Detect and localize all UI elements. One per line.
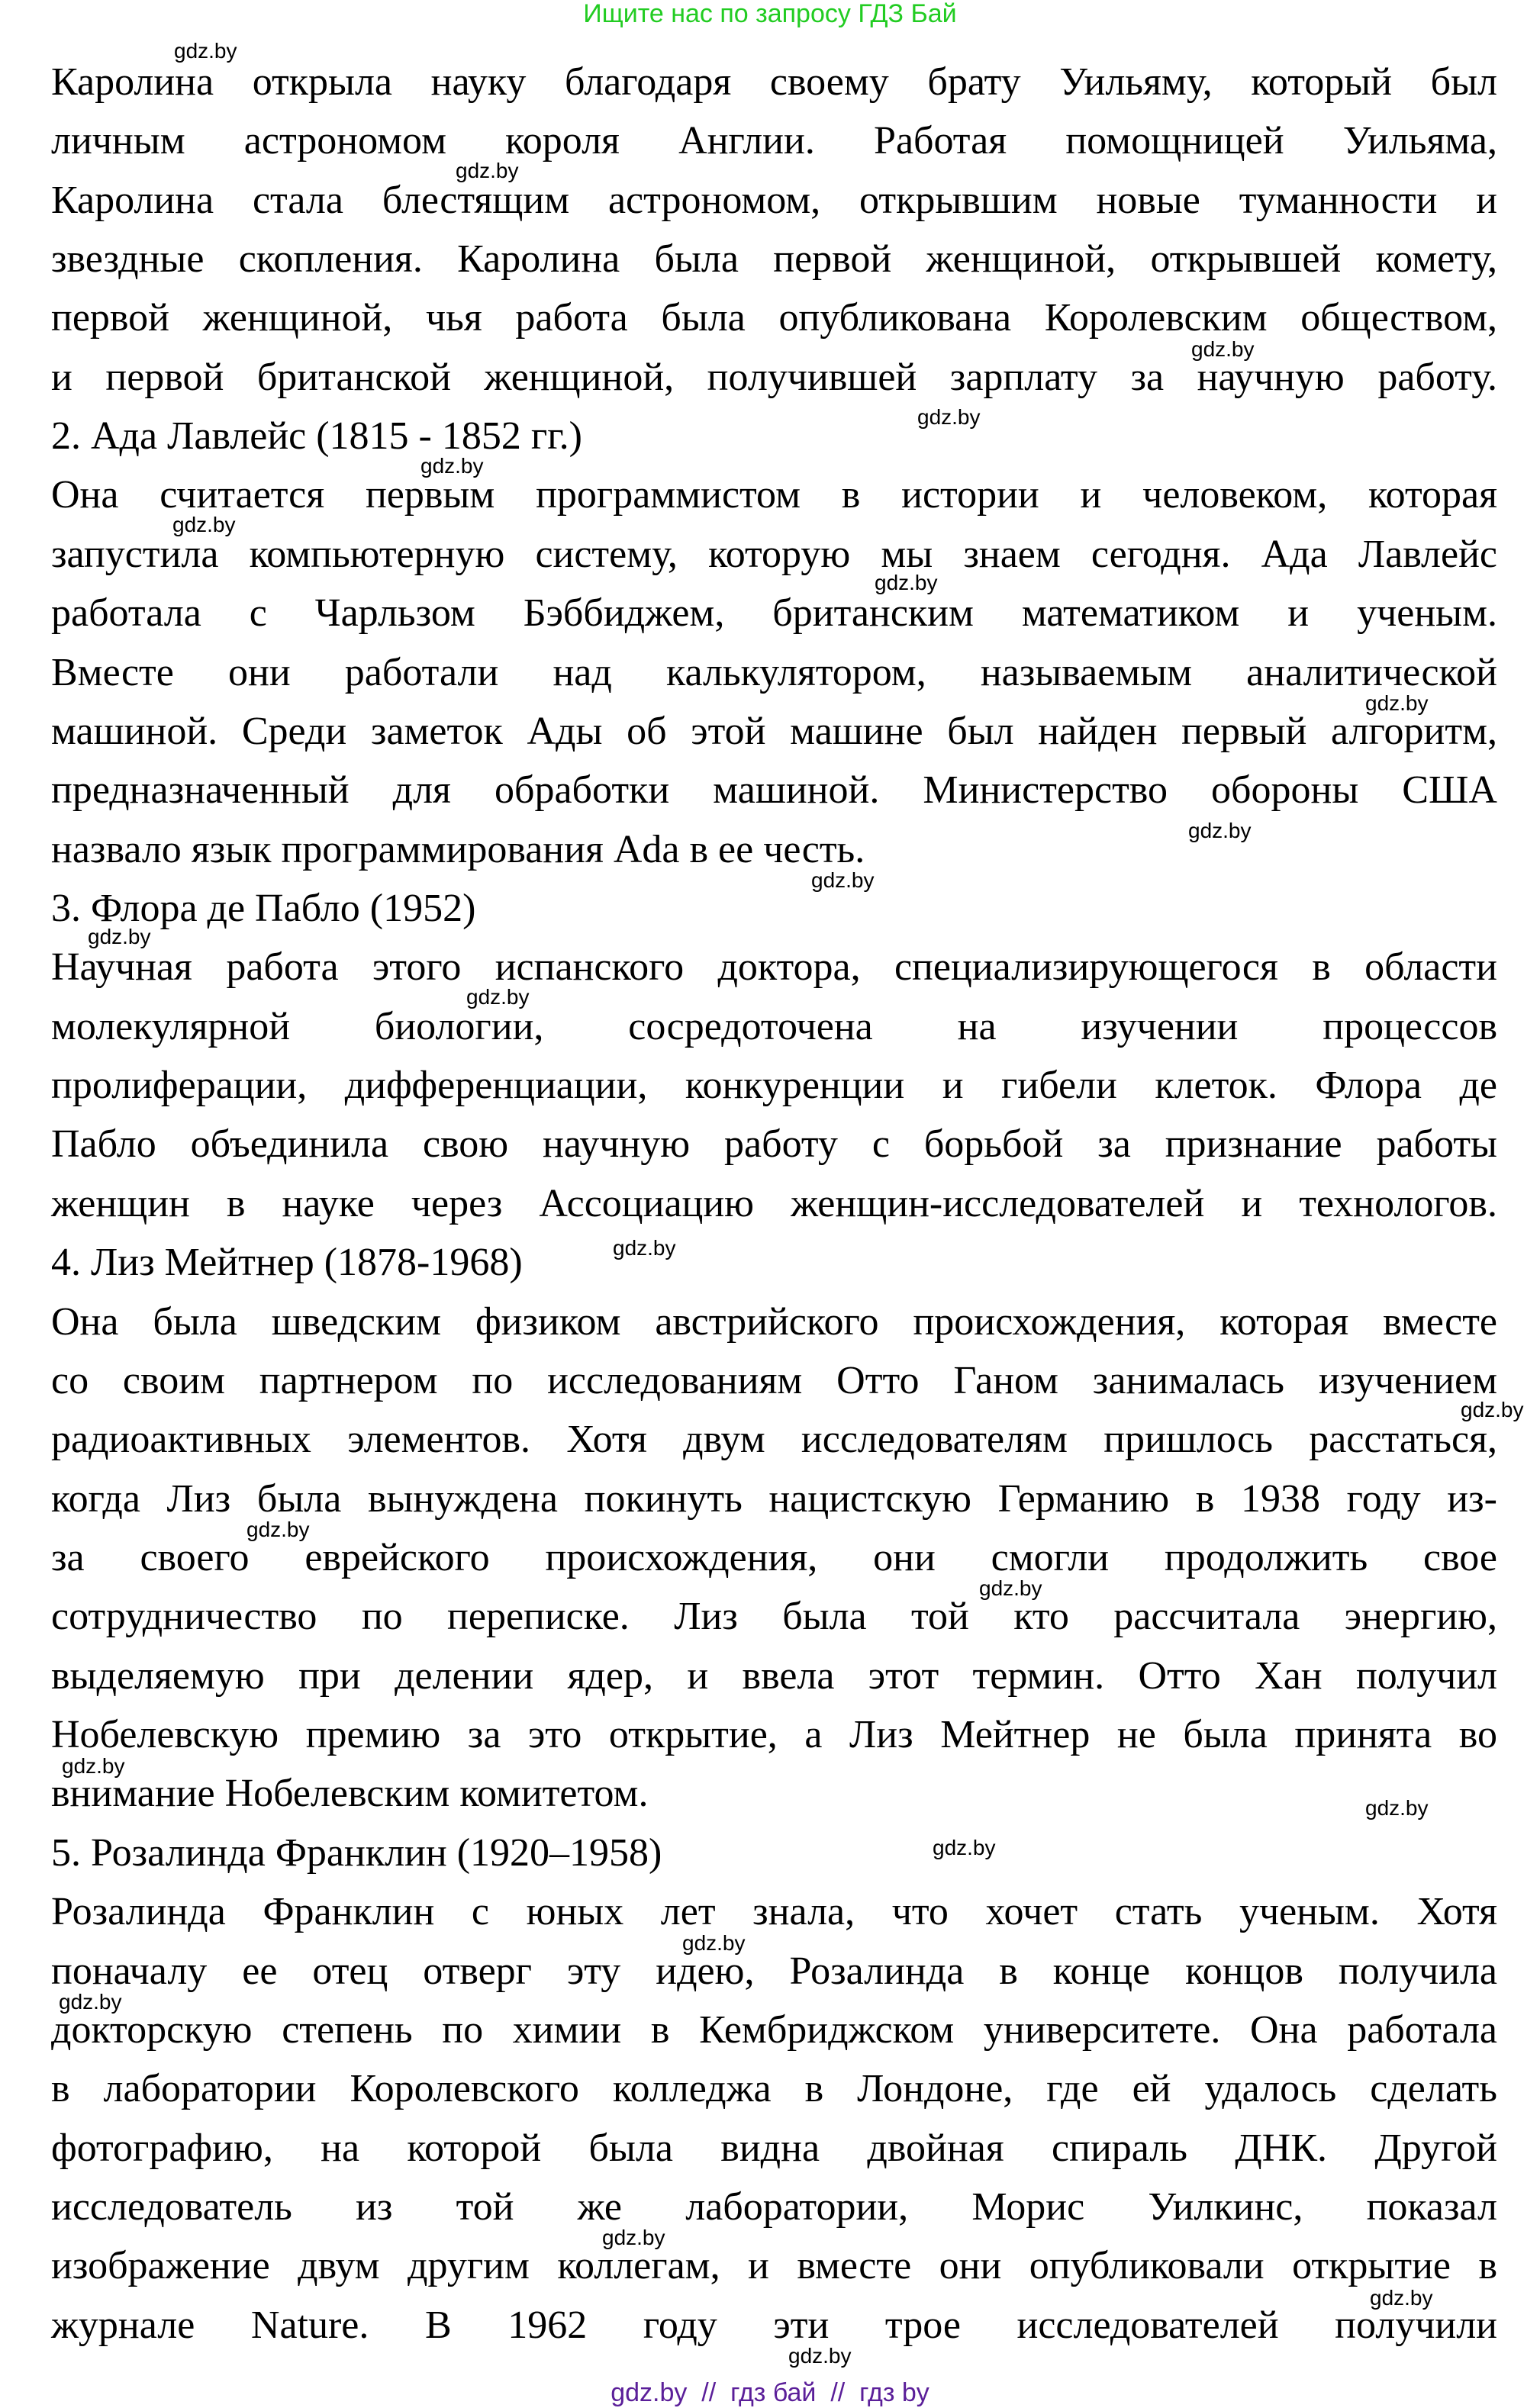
text-line: фотографию, на которой была видна двойная спираль ДНК. Другой <box>51 2126 1497 2170</box>
text-line: назвало язык программирования Ada в ее честь. <box>51 828 865 871</box>
text-line: внимание Нобелевским комитетом. <box>51 1772 649 1815</box>
text-line: машиной. Среди заметок Ады об этой машине был найден первый алгоритм, <box>51 710 1497 753</box>
section-heading: 4. Лиз Мейтнер (1878-1968) <box>51 1241 523 1284</box>
watermark: gdz.by <box>246 1518 310 1541</box>
watermark: gdz.by <box>456 159 519 182</box>
section-heading: 2. Ада Лавлейс (1815 - 1852 гг.) <box>51 414 582 458</box>
section-heading: 3. Флора де Пабло (1952) <box>51 887 476 930</box>
text-line: пролиферации, дифференциации, конкуренции и гибели клеток. Флора де <box>51 1064 1497 1107</box>
text-line: Каролина открыла науку благодаря своему брату Уильяму, который был <box>51 60 1497 104</box>
text-line: первой женщиной, чья работа была опубликована Королевским обществом, <box>51 296 1497 340</box>
watermark: gdz.by <box>62 1754 125 1778</box>
watermark: gdz.by <box>917 405 981 429</box>
watermark: gdz.by <box>1365 691 1429 715</box>
text-line: запустила компьютерную систему, которую мы знаем сегодня. Ада Лавлейс <box>51 533 1497 576</box>
text-line: Нобелевскую премию за это открытие, а Лиз Мейтнер не была принята во <box>51 1713 1497 1756</box>
text-line: Она считается первым программистом в истории и человеком, которая <box>51 473 1497 517</box>
text-line: звездные скопления. Каролина была первой женщиной, открывшей комету, <box>51 237 1497 281</box>
search-banner: Ищите нас по запросу ГДЗ Бай <box>583 0 957 28</box>
watermark: gdz.by <box>811 868 875 892</box>
text-line: Каролина стала блестящим астрономом, открывшим новые туманности и <box>51 179 1497 222</box>
watermark: gdz.by <box>788 2344 852 2368</box>
text-line: личным астрономом короля Англии. Работая помощницей Уильяма, <box>51 119 1497 163</box>
text-line: Розалинда Франклин с юных лет знала, что хочет стать ученым. Хотя <box>51 1890 1497 1933</box>
text-line: и первой британской женщиной, получившей зарплату за научную работу. <box>51 356 1497 399</box>
text-line: выделяемую при делении ядер, и ввела этот термин. Отто Хан получил <box>51 1654 1497 1698</box>
watermark: gdz.by <box>875 571 938 594</box>
text-line: предназначенный для обработки машиной. Министерство обороны США <box>51 768 1497 812</box>
text-line: за своего еврейского происхождения, они смогли продолжить свое <box>51 1536 1497 1579</box>
text-line: изображение двум другим коллегам, и вместе они опубликовали открытие в <box>51 2244 1497 2287</box>
watermark: gdz.by <box>1191 337 1255 361</box>
watermark: gdz.by <box>933 1836 996 1859</box>
text-line: когда Лиз была вынуждена покинуть нацистскую Германию в 1938 году из- <box>51 1477 1497 1521</box>
text-line: со своим партнером по исследованиям Отто Ганом занималась изучением <box>51 1359 1497 1402</box>
watermark: gdz.by <box>682 1931 746 1955</box>
text-line: Пабло объединила свою научную работу с борьбой за признание работы <box>51 1122 1497 1166</box>
watermark: gdz.by <box>1188 819 1252 842</box>
watermark: gdz.by <box>613 1236 676 1260</box>
watermark: gdz.by <box>88 925 151 948</box>
watermark: gdz.by <box>172 513 236 536</box>
text-line: в лаборатории Королевского колледжа в Лондоне, где ей удалось сделать <box>51 2067 1497 2110</box>
text-line: молекулярной биологии, сосредоточена на изучении процессов <box>51 1005 1497 1048</box>
watermark: gdz.by <box>420 454 484 478</box>
text-line: Научная работа этого испанского доктора, специализирующегося в области <box>51 945 1497 989</box>
watermark: gdz.by <box>602 2226 665 2249</box>
text-line: женщин в науке через Ассоциацию женщин-исследователей и технологов. <box>51 1182 1497 1225</box>
section-heading: 5. Розалинда Франклин (1920–1958) <box>51 1831 662 1875</box>
watermark: gdz.by <box>1461 1398 1524 1421</box>
text-line: Она была шведским физиком австрийского происхождения, которая вместе <box>51 1300 1497 1344</box>
text-line: журнале Nature. В 1962 году эти трое исследователей получили <box>51 2303 1497 2347</box>
text-line: поначалу ее отец отверг эту идею, Розалинда в конце концов получила <box>51 1949 1497 1993</box>
watermark: gdz.by <box>466 985 530 1009</box>
watermark: gdz.by <box>174 39 237 63</box>
watermark: gdz.by <box>979 1576 1042 1600</box>
text-line: докторскую степень по химии в Кембриджском университете. Она работала <box>51 2008 1497 2052</box>
watermark: gdz.by <box>1370 2286 1433 2310</box>
footer-links: gdz.by // гдз бай // гдз by <box>611 2378 929 2407</box>
text-line: работала с Чарльзом Бэббиджем, британским математиком и ученым. <box>51 591 1497 635</box>
text-line: Вместе они работали над калькулятором, называемым аналитической <box>51 651 1497 694</box>
watermark: gdz.by <box>59 1990 122 2014</box>
watermark: gdz.by <box>1365 1796 1429 1820</box>
text-line: исследователь из той же лаборатории, Морис Уилкинс, показал <box>51 2185 1497 2229</box>
text-line: радиоактивных элементов. Хотя двум исследователям пришлось расстаться, <box>51 1418 1497 1461</box>
text-line: сотрудничество по переписке. Лиз была той кто рассчитала энергию, <box>51 1595 1497 1638</box>
